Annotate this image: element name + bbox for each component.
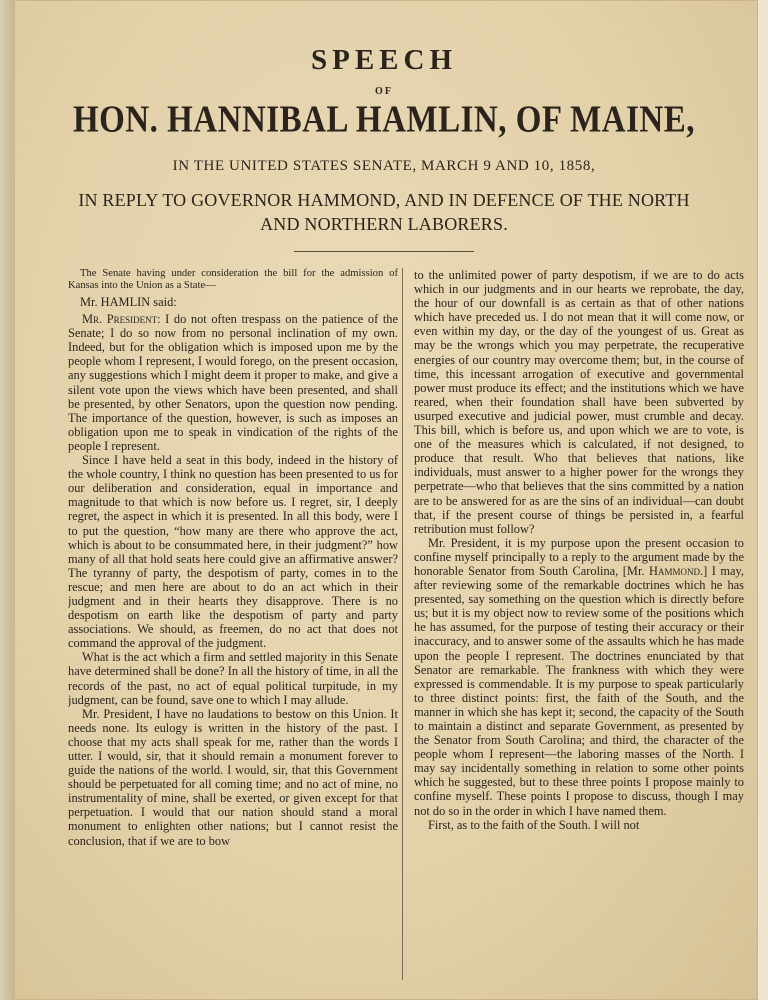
paragraph (68, 312, 398, 453)
paragraph-text: I do not often trespass on the patience of the Senate; I do so now from no personal inclination of my own. Indeed, but for the obligation which is imposed upon me by the people whom I represent, I would forego, on the present occasion, any suggestions which I might deem it proper to make, and give a silent vote upon the views which have been presented, and shall be presented, by other Senators, upon the question now pending. The importance of the question, however, is such as imposes an obligation upon me to speak in vindication of the rights of the people I represent. (68, 312, 398, 453)
document-title: SPEECH (310, 44, 458, 76)
senator-name: Hammond (649, 563, 700, 578)
speaker-name: HON. HANNIBAL HAMLIN, OF MAINE, (72, 99, 696, 141)
paragraph: to the unlimited power of party despotism, if we are to do acts which in our judgments and in our hearts we reprobate, the day, the hour of our downfall is as certain as that of other nations which have preceded us. I do not mean that it will come now, or even within my day, or the day of the youngest of us. Great as may be the wrongs which you may perpetrate, the recuperative energies of our country may overcome them; but, in the course of time, this incessant arrogation of executive and governmental power must produce its effect; and the institutions which we have reared, when their foundation shall have been subverted by usurped executive and judicial power, must crumble and decay. This bill, which is before us, and upon which we are to vote, is one of the measures which is calculated, if not designed, to produce that result. Who that believes that nations, like individuals, must answer to a higher power for the wrongs they perpetrate—who that believes that the sins committed by a nation are to be answered for as are the sins of an individual—can doubt that, if the present course of things be persisted in, a fearful retribution must follow? (414, 268, 744, 536)
speaker-intro: Mr. HAMLIN said: (80, 295, 177, 309)
subject-line-1: IN REPLY TO GOVERNOR HAMMOND, AND IN DEFENCE OF THE NORTH (78, 190, 690, 210)
paragraph: What is the act which a firm and settled majority in this Senate have determined shall be done? In all the history of time, in all the records of the past, no act of equal political turpitude, in my judgment, can be found, save one to which I may allude. (68, 650, 398, 707)
paragraph: First, as to the faith of the South. I will not (428, 817, 640, 832)
paragraph-text: Mr. President, it is my purpose upon the present occasion to confine myself principally to a reply to the argument made by the honorable Senator from South Carolina, [Mr. (414, 535, 744, 578)
header-rule (294, 251, 474, 252)
paragraph (414, 536, 744, 818)
paragraph: Since I have held a seat in this body, indeed in the history of the whole country, I think no question has been presented to us for our deliberation and consideration, equal in importance and magnitude to that which is now before us. I regret, sir, I deeply regret, the aspect in which it is presented. In all this body, were I to put the question, “how many are there who approve the act, which is about to be consummated here, in their judgment?” how many of all that hold seats here could give an affirmative answer? The tyranny of party, the despotism of party, comes in to the rescue; and men here are about to do an act which in their judgment and in their hearts they disapprove. There is no despotism on earth like the despotism of party and party associations. We should, as freemen, do no act that does not command the approval of the judgment. (68, 453, 398, 651)
intro-note: The Senate having under consideration the bill for the admission of Kansas into the Union as a State— (68, 268, 398, 291)
title-of: OF (375, 86, 393, 97)
salutation: Mr. President: (82, 312, 161, 327)
paragraph: Mr. President, I have no laudations to bestow on this Union. It needs none. Its eulogy is written in the history of the past. I choose that my acts shall speak for me, rather than the words I utter. I would, sir, that it should remain a monument forever to guide the nations of the world. I would, sir, that this Government should be perpetuated for all coming time; and no act of mine, no instrumentality of mine, shall be exerted, or given except for that perpetuation. I would that our nation should stand a moral monument to enlighten other nations; but I cannot resist the conclusion, that if we are to bow (68, 706, 398, 848)
column-divider (402, 268, 403, 980)
paragraph-text: .] I may, after reviewing some of the remarkable doctrines which he has presented, say something on the question which is directly before us; but it is my object now to review some of the positions which he has assumed, for the purpose of testing their accuracy or their inaccuracy, and to answer some of the assaults which he has made upon the people I represent. The doctrines enunciated by that Senator are remarkable. The frankness with which they were expressed is commendable. It is my purpose to speak particularly to three distinct points: first, the faith of the South, and the manner in which she has kept it; second, the capacity of the South to maintain a distinct and separate Government, as presented by the Senator from South Carolina; and third, the character of the people whom I represent—the laboring masses of the North. I may say incidentally something in relation to some other points which he suggested, but to these three points I propose mainly to confine myself. These points I propose to discuss, though I may not do so in the order in which I have named them. (414, 563, 744, 818)
right-column (414, 268, 744, 980)
venue-date: IN THE UNITED STATES SENATE, MARCH 9 AND 10, 1858, (172, 158, 596, 174)
left-column (68, 268, 398, 980)
subject-line-2: AND NORTHERN LABORERS. (260, 214, 508, 234)
